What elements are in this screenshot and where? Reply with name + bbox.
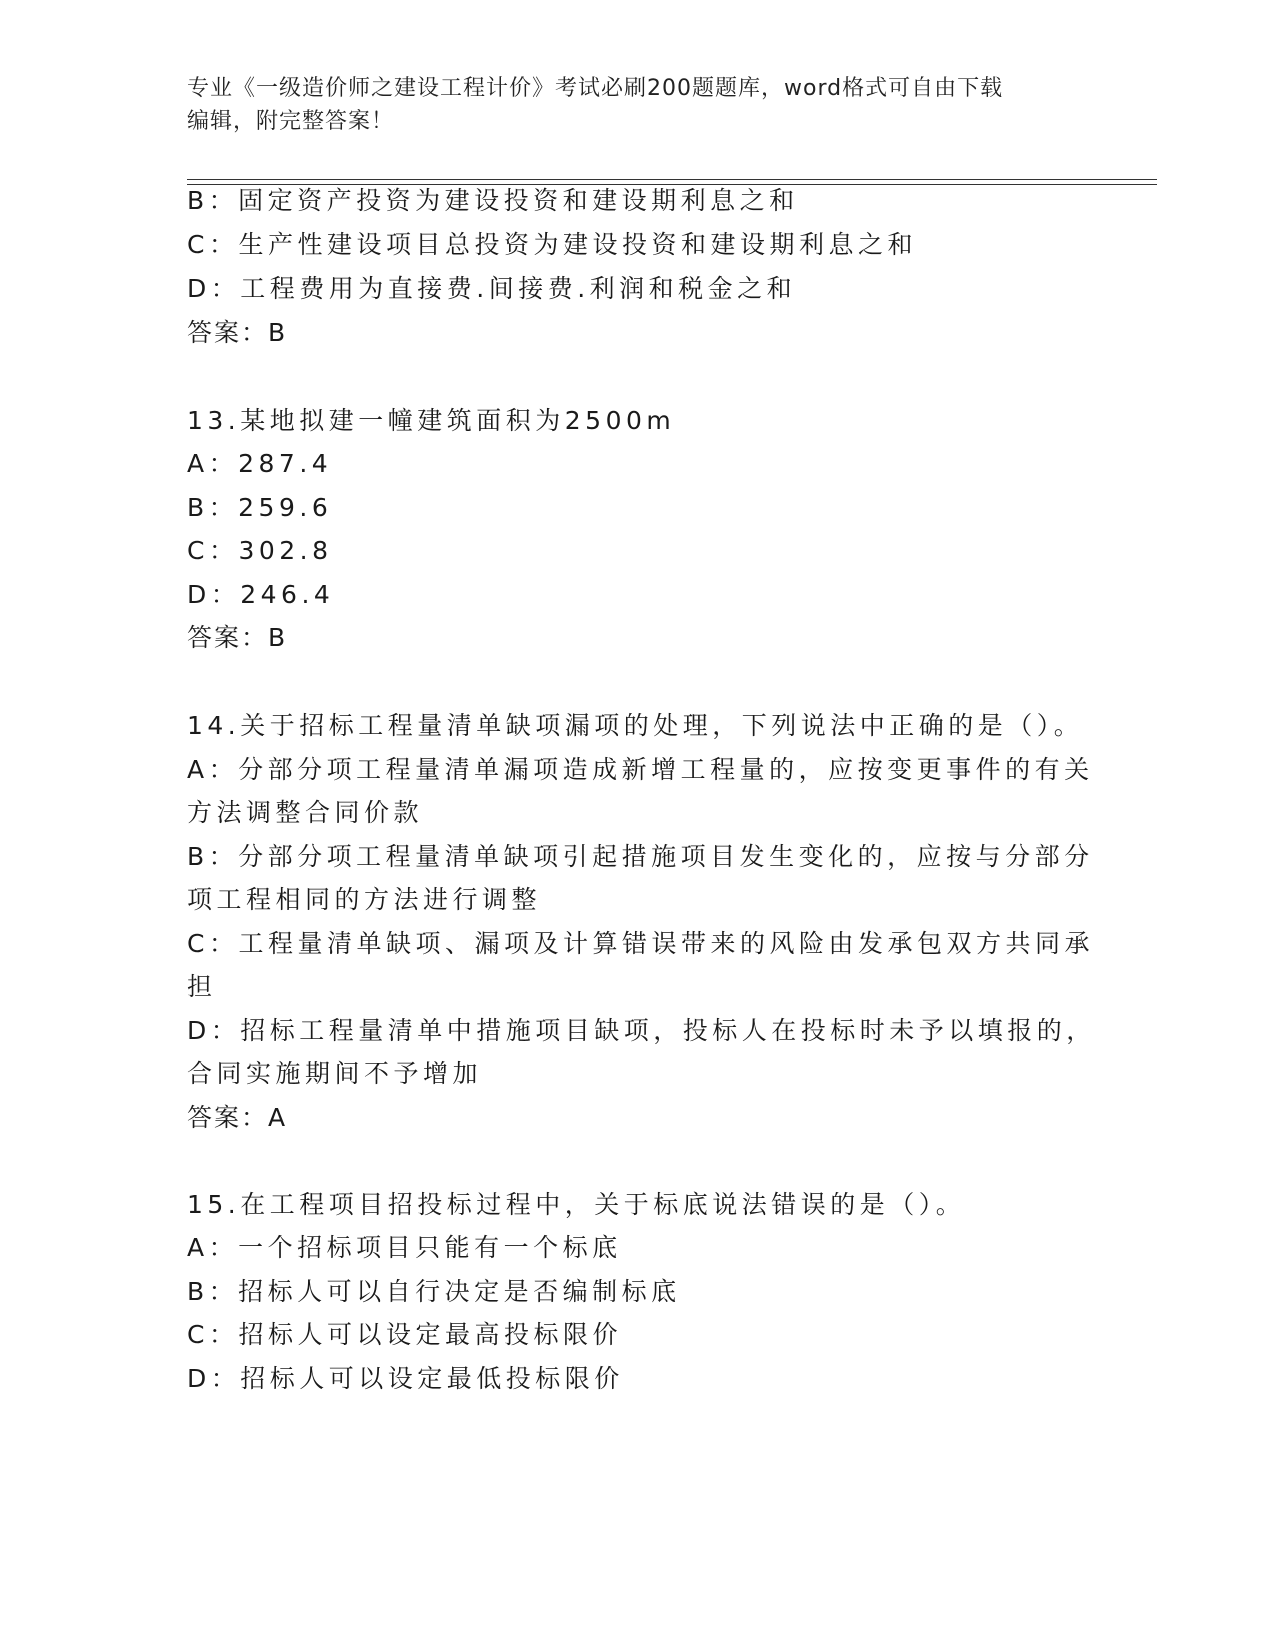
q14-option-b: B：分部分项工程量清单缺项引起措施项目发生变化的，应按与分部分 <box>187 842 1094 871</box>
q15-option-d: D：招标人可以设定最低投标限价 <box>187 1364 624 1393</box>
q14-option-b-cont: 项工程相同的方法进行调整 <box>187 885 542 914</box>
q14-option-a-cont: 方法调整合同价款 <box>187 798 424 827</box>
document-header <box>187 72 1067 138</box>
q15-stem: 15.在工程项目招投标过程中，关于标底说法错误的是（）。 <box>187 1190 966 1219</box>
q13-answer: 答案：B <box>187 623 288 652</box>
q13-option-a: A：287.4 <box>187 449 333 478</box>
q15-option-a: A：一个招标项目只能有一个标底 <box>187 1233 622 1262</box>
q13-option-c: C：302.8 <box>187 536 333 565</box>
q12-option-b: B：固定资产投资为建设投资和建设期利息之和 <box>187 186 799 215</box>
q15-option-b: B：招标人可以自行决定是否编制标底 <box>187 1277 681 1306</box>
q15-option-c: C：招标人可以设定最高投标限价 <box>187 1320 622 1349</box>
q12-option-c: C：生产性建设项目总投资为建设投资和建设期利息之和 <box>187 230 917 259</box>
q14-answer: 答案：A <box>187 1103 288 1132</box>
q14-option-d: D：招标工程量清单中措施项目缺项，投标人在投标时未予以填报的， <box>187 1016 1096 1045</box>
header-line-2: 编辑，附完整答案！ <box>187 109 395 134</box>
header-line-1: 专业《一级造价师之建设工程计价》考试必刷200题题库，word格式可自由下载 <box>187 76 1004 101</box>
q14-option-c-cont: 担 <box>187 972 217 1001</box>
q14-stem: 14.关于招标工程量清单缺项漏项的处理，下列说法中正确的是（）。 <box>187 711 1084 740</box>
q12-option-d: D：工程费用为直接费.间接费.利润和税金之和 <box>187 274 797 303</box>
q13-option-b: B：259.6 <box>187 493 333 522</box>
q14-option-c: C：工程量清单缺项、漏项及计算错误带来的风险由发承包双方共同承 <box>187 929 1094 958</box>
q14-option-a: A：分部分项工程量清单漏项造成新增工程量的，应按变更事件的有关 <box>187 755 1094 784</box>
q13-option-d: D：246.4 <box>187 580 335 609</box>
q14-option-d-cont: 合同实施期间不予增加 <box>187 1059 483 1088</box>
header-divider-top <box>187 179 1157 180</box>
q12-answer: 答案：B <box>187 318 288 347</box>
q13-stem: 13.某地拟建一幢建筑面积为2500m <box>187 406 676 435</box>
header-divider-bottom <box>187 184 1157 185</box>
